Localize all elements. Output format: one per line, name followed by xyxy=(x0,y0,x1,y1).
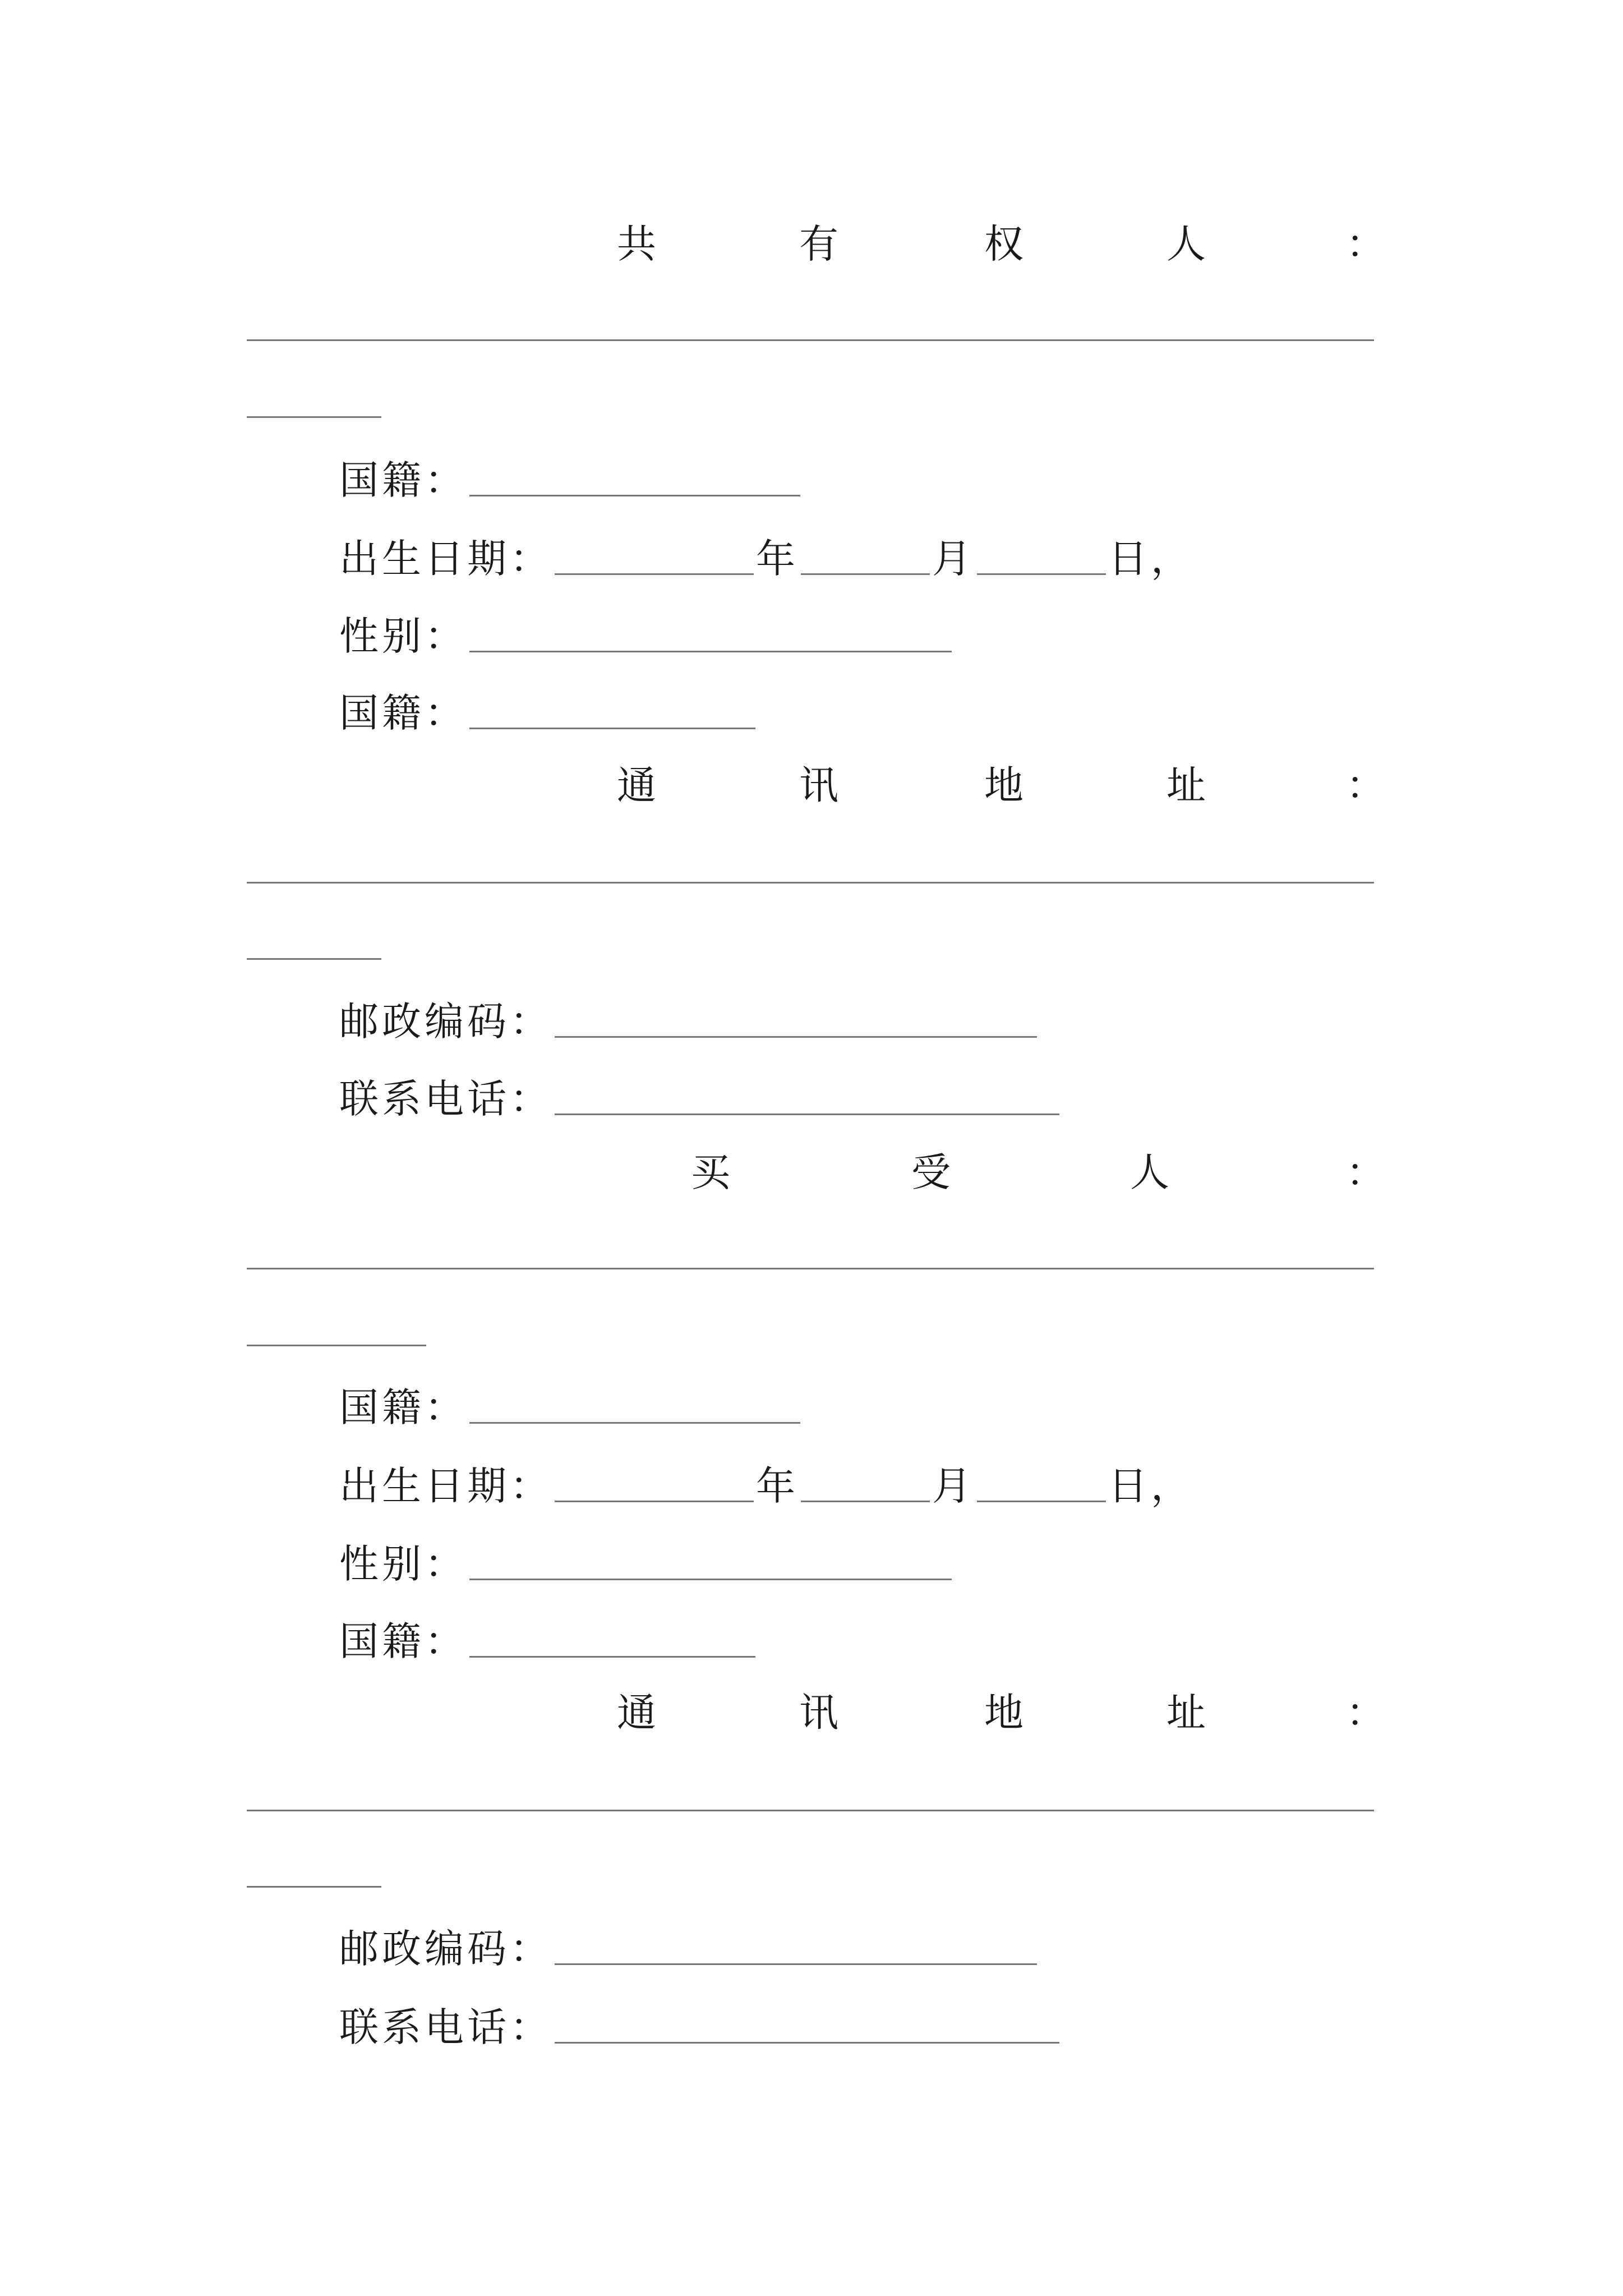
address-char: 讯 xyxy=(799,1690,838,1736)
nationality-field[interactable] xyxy=(469,1385,800,1424)
address-line[interactable] xyxy=(247,882,1374,884)
co-owner-name-line-cont[interactable] xyxy=(247,416,381,418)
address-line-cont[interactable] xyxy=(247,1886,381,1888)
address-line[interactable] xyxy=(247,1810,1374,1811)
nationality2-label: 国籍： xyxy=(339,1618,467,1664)
heading-char: 共 xyxy=(617,221,656,267)
buyer-name-line-cont[interactable] xyxy=(247,1345,426,1346)
gender-row xyxy=(339,599,954,666)
nationality-field[interactable] xyxy=(469,458,800,496)
address-line-cont[interactable] xyxy=(247,958,381,960)
year-label: 年 xyxy=(756,535,799,582)
nationality-label: 国籍： xyxy=(339,1384,467,1430)
nationality2-row xyxy=(339,1604,758,1672)
day-label: 日， xyxy=(1108,1462,1193,1509)
birth-day-field[interactable] xyxy=(977,1464,1106,1502)
buyer-heading xyxy=(0,1139,1623,1206)
gender-label: 性别： xyxy=(339,1540,467,1587)
heading-char: 受 xyxy=(911,1149,951,1195)
day-label: 日， xyxy=(1108,535,1193,582)
gender-field[interactable] xyxy=(469,614,952,652)
address-heading xyxy=(0,1679,1623,1746)
postcode-field[interactable] xyxy=(555,1926,1037,1965)
birth-year-field[interactable] xyxy=(555,536,754,575)
nationality2-field[interactable] xyxy=(469,1619,755,1658)
heading-char: 权 xyxy=(984,221,1023,267)
birth-date-row xyxy=(339,522,1193,589)
phone-row xyxy=(339,1062,1062,1129)
birth-day-field[interactable] xyxy=(977,536,1106,575)
birth-date-row xyxy=(339,1449,1193,1516)
phone-row xyxy=(339,1990,1062,2058)
birth-year-field[interactable] xyxy=(555,1464,754,1502)
address-char: 址 xyxy=(1166,762,1206,808)
heading-char: 人 xyxy=(1130,1149,1169,1195)
nationality2-field[interactable] xyxy=(469,691,755,729)
buyer-name-line[interactable] xyxy=(247,1268,1374,1269)
heading-char: 有 xyxy=(799,221,838,267)
heading-char: 人 xyxy=(1166,221,1206,267)
birth-month-field[interactable] xyxy=(801,1464,930,1502)
co-owner-name-line[interactable] xyxy=(247,339,1374,341)
postcode-row xyxy=(339,1912,1039,1979)
year-label: 年 xyxy=(756,1462,799,1509)
heading-colon: ： xyxy=(1346,1149,1385,1195)
postcode-label: 邮政编码： xyxy=(339,998,552,1045)
address-colon: ： xyxy=(1346,1690,1385,1736)
address-char: 地 xyxy=(984,1690,1023,1736)
nationality2-label: 国籍： xyxy=(339,689,467,736)
postcode-row xyxy=(339,984,1039,1052)
address-char: 讯 xyxy=(799,762,838,808)
phone-label: 联系电话： xyxy=(339,2004,552,2050)
birth-date-label: 出生日期： xyxy=(339,535,552,582)
birth-date-label: 出生日期： xyxy=(339,1462,552,1509)
nationality2-row xyxy=(339,676,758,743)
gender-field[interactable] xyxy=(469,1542,952,1580)
address-char: 通 xyxy=(617,1690,656,1736)
phone-label: 联系电话： xyxy=(339,1075,552,1122)
phone-field[interactable] xyxy=(555,2005,1059,2044)
address-char: 通 xyxy=(617,762,656,808)
address-colon: ： xyxy=(1346,762,1385,808)
heading-colon: ： xyxy=(1346,221,1385,267)
address-char: 地 xyxy=(984,762,1023,808)
address-heading xyxy=(0,752,1623,819)
address-char: 址 xyxy=(1166,1690,1206,1736)
birth-month-field[interactable] xyxy=(801,536,930,575)
heading-char: 买 xyxy=(691,1149,730,1195)
gender-label: 性别： xyxy=(339,613,467,659)
nationality-label: 国籍： xyxy=(339,457,467,503)
gender-row xyxy=(339,1527,954,1594)
month-label: 月 xyxy=(932,1462,975,1509)
nationality-row xyxy=(339,1370,803,1438)
postcode-field[interactable] xyxy=(555,999,1037,1038)
postcode-label: 邮政编码： xyxy=(339,1925,552,1972)
month-label: 月 xyxy=(932,535,975,582)
co-owner-heading xyxy=(0,210,1623,278)
nationality-row xyxy=(339,443,803,510)
phone-field[interactable] xyxy=(555,1076,1059,1115)
